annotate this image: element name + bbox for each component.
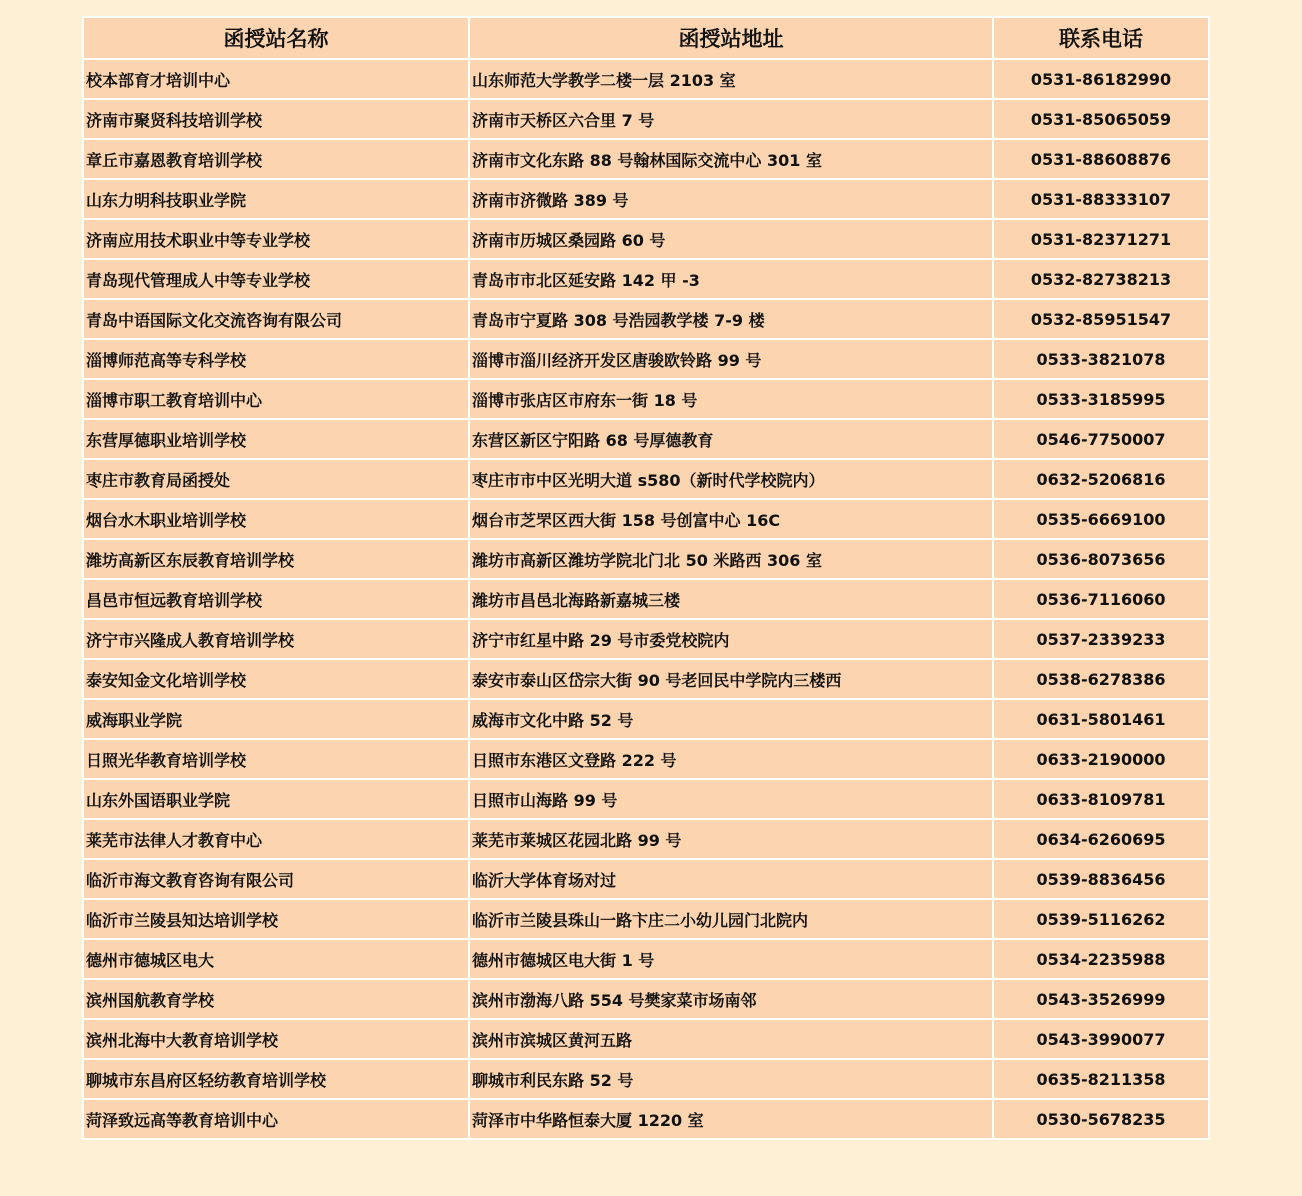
- station-phone-cell: 0532-85951547: [993, 299, 1209, 339]
- station-phone-cell: 0533-3821078: [993, 339, 1209, 379]
- station-address-cell: 济南市文化东路 88 号翰林国际交流中心 301 室: [469, 139, 993, 179]
- station-phone-cell: 0532-82738213: [993, 259, 1209, 299]
- table-row: [83, 219, 1209, 259]
- station-address-cell: 聊城市利民东路 52 号: [469, 1059, 993, 1099]
- station-name-cell: 泰安知金文化培训学校: [83, 659, 469, 699]
- station-address-cell: 济南市济微路 389 号: [469, 179, 993, 219]
- station-name-cell: 潍坊高新区东辰教育培训学校: [83, 539, 469, 579]
- station-phone-cell: 0543-3526999: [993, 979, 1209, 1019]
- station-name-cell: 校本部育才培训中心: [83, 59, 469, 99]
- station-address-cell: 德州市德城区电大街 1 号: [469, 939, 993, 979]
- station-name-cell: 济南市聚贤科技培训学校: [83, 99, 469, 139]
- station-name-cell: 临沂市兰陵县知达培训学校: [83, 899, 469, 939]
- station-phone-cell: 0633-8109781: [993, 779, 1209, 819]
- station-name-cell: 青岛中语国际文化交流咨询有限公司: [83, 299, 469, 339]
- station-name-cell: 淄博市职工教育培训中心: [83, 379, 469, 419]
- station-address-cell: 莱芜市莱城区花园北路 99 号: [469, 819, 993, 859]
- station-name-cell: 山东力明科技职业学院: [83, 179, 469, 219]
- table-row: [83, 699, 1209, 739]
- station-phone-cell: 0537-2339233: [993, 619, 1209, 659]
- station-name-cell: 滨州国航教育学校: [83, 979, 469, 1019]
- table-row: [83, 579, 1209, 619]
- station-phone-cell: 0635-8211358: [993, 1059, 1209, 1099]
- station-phone-cell: 0530-5678235: [993, 1099, 1209, 1139]
- station-phone-cell: 0535-6669100: [993, 499, 1209, 539]
- station-address-cell: 威海市文化中路 52 号: [469, 699, 993, 739]
- table-row: [83, 819, 1209, 859]
- station-address-cell: 东营区新区宁阳路 68 号厚德教育: [469, 419, 993, 459]
- table-row: [83, 899, 1209, 939]
- station-address-cell: 泰安市泰山区岱宗大街 90 号老回民中学院内三楼西: [469, 659, 993, 699]
- station-address-cell: 淄博市淄川经济开发区唐骏欧铃路 99 号: [469, 339, 993, 379]
- table-row: [83, 339, 1209, 379]
- table-header-row: [83, 17, 1209, 59]
- table-row: [83, 1059, 1209, 1099]
- station-name-cell: 临沂市海文教育咨询有限公司: [83, 859, 469, 899]
- station-name-cell: 章丘市嘉恩教育培训学校: [83, 139, 469, 179]
- station-name-cell: 威海职业学院: [83, 699, 469, 739]
- header-contact-phone: 联系电话: [993, 17, 1209, 59]
- table-row: [83, 59, 1209, 99]
- station-address-cell: 济南市天桥区六合里 7 号: [469, 99, 993, 139]
- table-row: [83, 1099, 1209, 1139]
- station-phone-cell: 0531-82371271: [993, 219, 1209, 259]
- station-phone-cell: 0633-2190000: [993, 739, 1209, 779]
- station-name-cell: 淄博师范高等专科学校: [83, 339, 469, 379]
- table-row: [83, 299, 1209, 339]
- station-address-cell: 枣庄市市中区光明大道 s580（新时代学校院内）: [469, 459, 993, 499]
- table-row: [83, 939, 1209, 979]
- table-row: [83, 1019, 1209, 1059]
- station-name-cell: 昌邑市恒远教育培训学校: [83, 579, 469, 619]
- header-station-address: 函授站地址: [469, 17, 993, 59]
- station-name-cell: 济南应用技术职业中等专业学校: [83, 219, 469, 259]
- table-row: [83, 139, 1209, 179]
- station-name-cell: 聊城市东昌府区轻纺教育培训学校: [83, 1059, 469, 1099]
- station-address-cell: 日照市东港区文登路 222 号: [469, 739, 993, 779]
- station-address-cell: 淄博市张店区市府东一街 18 号: [469, 379, 993, 419]
- station-phone-cell: 0539-8836456: [993, 859, 1209, 899]
- table-row: [83, 619, 1209, 659]
- table-row: [83, 979, 1209, 1019]
- station-phone-cell: 0539-5116262: [993, 899, 1209, 939]
- station-address-cell: 青岛市宁夏路 308 号浩园教学楼 7-9 楼: [469, 299, 993, 339]
- table-row: [83, 419, 1209, 459]
- station-address-cell: 日照市山海路 99 号: [469, 779, 993, 819]
- station-name-cell: 莱芜市法律人才教育中心: [83, 819, 469, 859]
- correspondence-station-table-wrapper: [82, 16, 1208, 1140]
- table-row: [83, 259, 1209, 299]
- table-row: [83, 379, 1209, 419]
- station-name-cell: 枣庄市教育局函授处: [83, 459, 469, 499]
- station-address-cell: 济宁市红星中路 29 号市委党校院内: [469, 619, 993, 659]
- station-address-cell: 山东师范大学教学二楼一层 2103 室: [469, 59, 993, 99]
- station-address-cell: 潍坊市昌邑北海路新嘉城三楼: [469, 579, 993, 619]
- station-phone-cell: 0534-2235988: [993, 939, 1209, 979]
- correspondence-station-table: [82, 16, 1210, 1140]
- station-address-cell: 潍坊市高新区潍坊学院北门北 50 米路西 306 室: [469, 539, 993, 579]
- table-row: [83, 859, 1209, 899]
- station-address-cell: 济南市历城区桑园路 60 号: [469, 219, 993, 259]
- station-phone-cell: 0531-88333107: [993, 179, 1209, 219]
- station-phone-cell: 0531-88608876: [993, 139, 1209, 179]
- station-name-cell: 菏泽致远高等教育培训中心: [83, 1099, 469, 1139]
- table-row: [83, 539, 1209, 579]
- table-body: [83, 59, 1209, 1139]
- station-address-cell: 滨州市滨城区黄河五路: [469, 1019, 993, 1059]
- station-name-cell: 滨州北海中大教育培训学校: [83, 1019, 469, 1059]
- table-row: [83, 499, 1209, 539]
- station-name-cell: 济宁市兴隆成人教育培训学校: [83, 619, 469, 659]
- station-address-cell: 烟台市芝罘区西大街 158 号创富中心 16C: [469, 499, 993, 539]
- table-row: [83, 779, 1209, 819]
- station-phone-cell: 0536-8073656: [993, 539, 1209, 579]
- station-name-cell: 东营厚德职业培训学校: [83, 419, 469, 459]
- station-phone-cell: 0634-6260695: [993, 819, 1209, 859]
- station-address-cell: 菏泽市中华路恒泰大厦 1220 室: [469, 1099, 993, 1139]
- station-phone-cell: 0531-86182990: [993, 59, 1209, 99]
- station-phone-cell: 0531-85065059: [993, 99, 1209, 139]
- station-address-cell: 滨州市渤海八路 554 号樊家菜市场南邻: [469, 979, 993, 1019]
- station-phone-cell: 0631-5801461: [993, 699, 1209, 739]
- table-row: [83, 739, 1209, 779]
- station-name-cell: 青岛现代管理成人中等专业学校: [83, 259, 469, 299]
- table-row: [83, 99, 1209, 139]
- station-address-cell: 青岛市市北区延安路 142 甲 -3: [469, 259, 993, 299]
- station-phone-cell: 0538-6278386: [993, 659, 1209, 699]
- station-phone-cell: 0632-5206816: [993, 459, 1209, 499]
- station-name-cell: 山东外国语职业学院: [83, 779, 469, 819]
- station-phone-cell: 0546-7750007: [993, 419, 1209, 459]
- station-name-cell: 德州市德城区电大: [83, 939, 469, 979]
- station-name-cell: 烟台水木职业培训学校: [83, 499, 469, 539]
- station-phone-cell: 0543-3990077: [993, 1019, 1209, 1059]
- station-phone-cell: 0536-7116060: [993, 579, 1209, 619]
- table-row: [83, 659, 1209, 699]
- station-phone-cell: 0533-3185995: [993, 379, 1209, 419]
- header-station-name: 函授站名称: [83, 17, 469, 59]
- station-address-cell: 临沂大学体育场对过: [469, 859, 993, 899]
- table-row: [83, 459, 1209, 499]
- station-address-cell: 临沂市兰陵县珠山一路卞庄二小幼儿园门北院内: [469, 899, 993, 939]
- table-row: [83, 179, 1209, 219]
- station-name-cell: 日照光华教育培训学校: [83, 739, 469, 779]
